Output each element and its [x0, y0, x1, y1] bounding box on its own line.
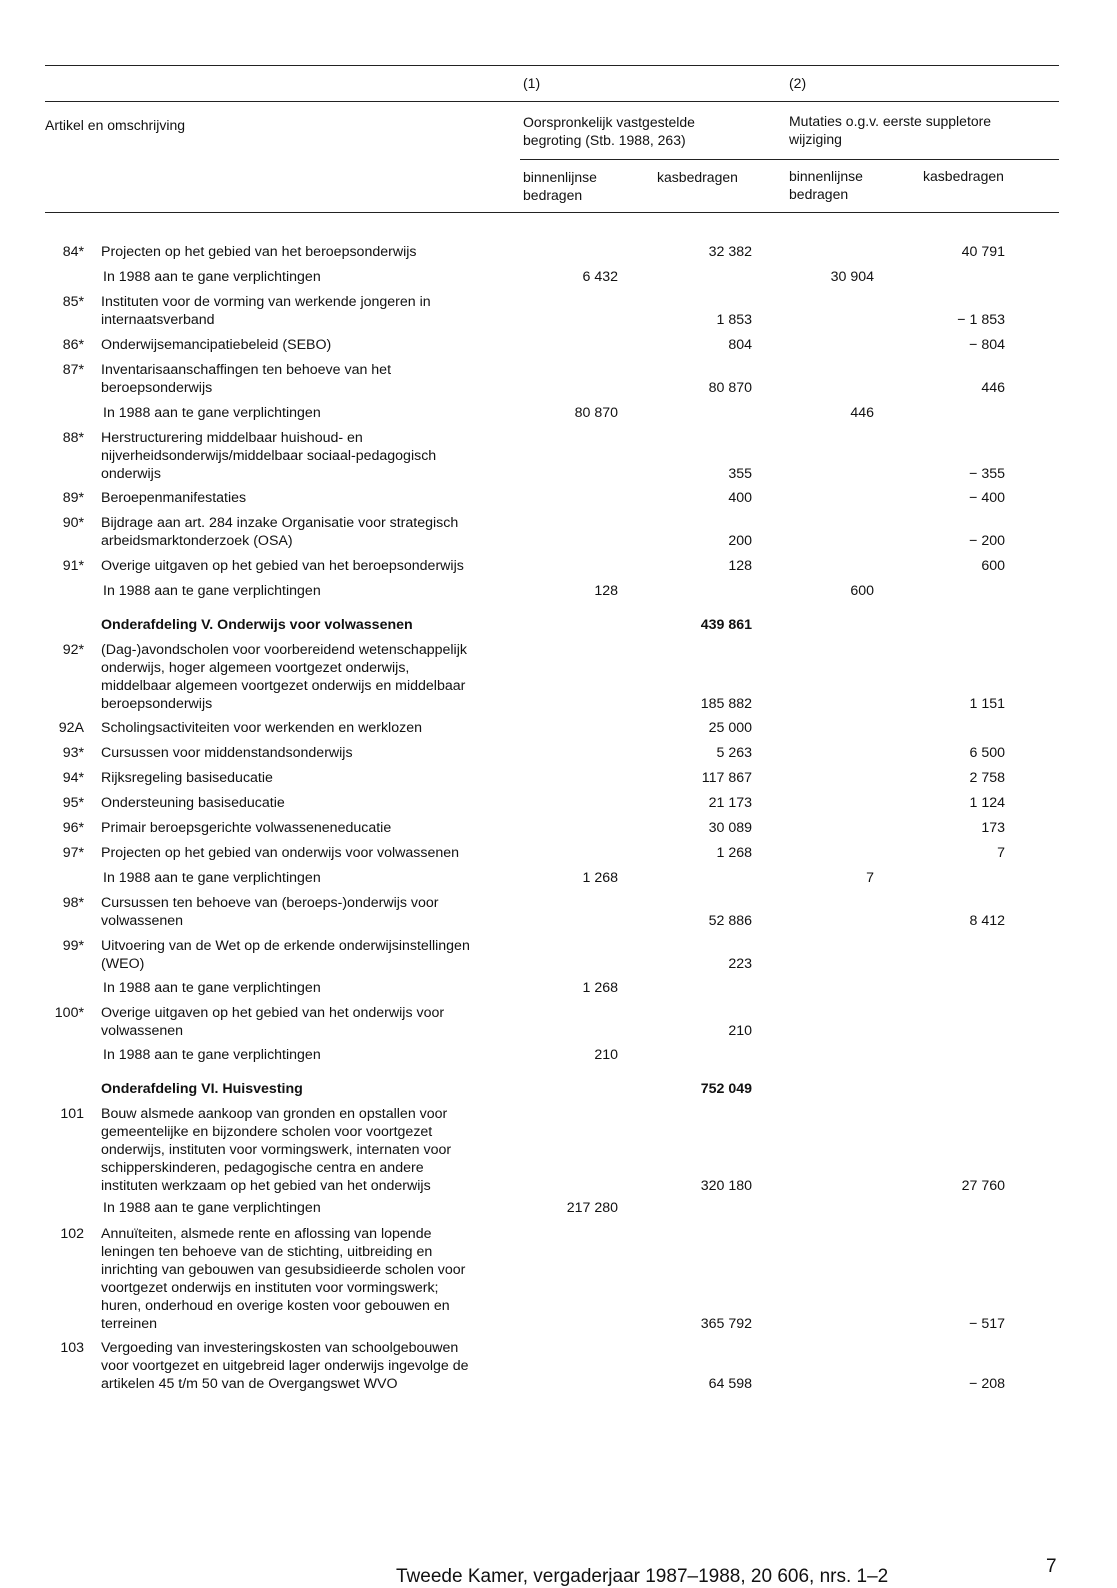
- orig-kas-value: 1 853: [716, 312, 752, 328]
- table-row: [0, 489, 1117, 507]
- mut-kas-value: − 400: [969, 490, 1005, 506]
- table-row: [0, 769, 1117, 787]
- table-row: [0, 243, 1117, 261]
- orig-kas-value: 752 049: [700, 1081, 752, 1097]
- table-row: [0, 1046, 1117, 1064]
- table-row: [0, 361, 1117, 397]
- col2-kas-label: kasbedragen: [923, 168, 1004, 184]
- mut-binnen-value: 600: [850, 583, 874, 599]
- commitment-label: In 1988 aan te gane verplichtingen: [103, 583, 321, 599]
- orig-kas-value: 128: [728, 558, 752, 574]
- mut-kas-value: 446: [981, 380, 1005, 396]
- article-description: Overige uitgaven op het gebied van het beroepsonderwijs: [101, 558, 464, 574]
- article-label: Artikel en omschrijving: [45, 117, 186, 133]
- article-number: 98*: [62, 895, 84, 911]
- page-footer: Tweede Kamer, vergaderjaar 1987–1988, 20 606, nrs. 1–2: [396, 1566, 889, 1587]
- article-description: Bouw alsmede aankoop van gronden en opstallen voor gemeentelijke en bijzondere scholen voor voortgezet onderwijs, instituten voor vormingswerk, internaten voor schipperskinderen, pedagogische centra en andere instituten werkzaam op het gebied van het onderwijs: [101, 1106, 452, 1194]
- article-description: Bijdrage aan art. 284 inzake Organisatie voor strategisch arbeidsmarktonderzoek (OSA): [101, 515, 459, 549]
- article-description: Vergoeding van investeringskosten van schoolgebouwen voor voortgezet en uitgebreid lager onderwijs ingevolge de artikelen 45 t/m 50 van de Overgangswet WVO: [101, 1340, 469, 1392]
- article-number: 86*: [62, 337, 84, 353]
- mut-binnen-value: 30 904: [830, 269, 874, 285]
- article-description: Ondersteuning basiseducatie: [101, 795, 285, 811]
- mut-kas-value: − 804: [969, 337, 1005, 353]
- table-row: [0, 937, 1117, 973]
- table-row: [0, 869, 1117, 887]
- article-description: (Dag-)avondscholen voor voorbereidend wetenschappelijk onderwijs, hoger algemeen voortgezet onderwijs, middelbaar algemeen voortgezet onderwijs en middelbaar beroepsonderwijs: [101, 642, 467, 712]
- orig-kas-value: 52 886: [708, 913, 752, 929]
- article-number: 102: [60, 1226, 84, 1242]
- orig-kas-value: 117 867: [701, 770, 752, 786]
- table-row: [0, 557, 1117, 575]
- article-description: Projecten op het gebied van het beroepsonderwijs: [101, 244, 417, 260]
- section-row: [0, 616, 1117, 634]
- article-number: 101: [60, 1106, 84, 1122]
- table-row: [0, 1105, 1117, 1195]
- article-number: 87*: [62, 362, 84, 378]
- orig-binnen-value: 128: [594, 583, 618, 599]
- table-row: [0, 641, 1117, 713]
- table-row: [0, 404, 1117, 422]
- orig-kas-value: 200: [728, 533, 752, 549]
- orig-binnen-value: 6 432: [582, 269, 618, 285]
- mut-kas-value: 173: [981, 820, 1005, 836]
- article-description: Inventarisaanschaffingen ten behoeve van het beroepsonderwijs: [101, 362, 392, 396]
- orig-kas-value: 1 268: [716, 845, 752, 861]
- article-description: Instituten voor de vorming van werkende jongeren in internaatsverband: [101, 294, 431, 328]
- table-row: [0, 719, 1117, 737]
- mut-kas-value: 1 124: [969, 795, 1005, 811]
- orig-kas-value: 365 792: [700, 1316, 752, 1332]
- commitment-label: In 1988 aan te gane verplichtingen: [103, 269, 321, 285]
- table-row: [0, 979, 1117, 997]
- orig-kas-value: 210: [728, 1023, 752, 1039]
- article-number: 97*: [62, 845, 84, 861]
- col2-title: Mutaties o.g.v. eerste suppletore wijziging: [789, 113, 992, 147]
- mut-kas-value: − 200: [969, 533, 1005, 549]
- table-row: [0, 819, 1117, 837]
- table-row: [0, 844, 1117, 862]
- col1-title: Oorspronkelijk vastgestelde begroting (Stb. 1988, 263): [523, 114, 695, 148]
- article-description: Cursussen voor middenstandsonderwijs: [101, 745, 353, 761]
- table-row: [0, 514, 1117, 550]
- article-number: 84*: [62, 244, 84, 260]
- article-description: Primair beroepsgerichte volwasseneneducatie: [101, 820, 392, 836]
- article-number: 91*: [62, 558, 84, 574]
- article-description: Beroepenmanifestaties: [101, 490, 247, 506]
- mut-binnen-value: 7: [866, 870, 874, 886]
- mut-kas-value: − 355: [969, 466, 1005, 482]
- mut-kas-value: 40 791: [961, 244, 1005, 260]
- orig-binnen-value: 210: [594, 1047, 618, 1063]
- orig-kas-value: 223: [728, 956, 752, 972]
- article-number: 93*: [62, 745, 84, 761]
- section-title: Onderafdeling V. Onderwijs voor volwassenen: [101, 617, 413, 633]
- orig-binnen-value: 80 870: [574, 405, 618, 421]
- article-description: Overige uitgaven op het gebied van het onderwijs voor volwassenen: [101, 1005, 445, 1039]
- commitment-label: In 1988 aan te gane verplichtingen: [103, 405, 321, 421]
- article-number: 92A: [58, 720, 84, 736]
- article-number: 88*: [62, 430, 84, 446]
- article-number: 85*: [62, 294, 84, 310]
- table-row: [0, 894, 1117, 930]
- orig-kas-value: 185 882: [700, 696, 752, 712]
- article-number: 89*: [62, 490, 84, 506]
- table-row: [0, 1004, 1117, 1040]
- orig-kas-value: 804: [728, 337, 752, 353]
- page-number: 7: [1046, 1556, 1057, 1577]
- table-row: [0, 293, 1117, 329]
- orig-kas-value: 5 263: [716, 745, 752, 761]
- orig-kas-value: 400: [728, 490, 752, 506]
- article-number: 95*: [62, 795, 84, 811]
- orig-kas-value: 25 000: [708, 720, 752, 736]
- article-number: 103: [60, 1340, 84, 1356]
- table-row: [0, 268, 1117, 286]
- col1-binnen-label: binnenlijnse bedragen: [523, 169, 597, 203]
- article-number: 94*: [62, 770, 84, 786]
- orig-kas-value: 355: [728, 466, 752, 482]
- table-row: [0, 582, 1117, 600]
- table-row: [0, 1339, 1117, 1393]
- article-description: Projecten op het gebied van onderwijs voor volwassenen: [101, 845, 460, 861]
- table-row: [0, 336, 1117, 354]
- mut-kas-value: 8 412: [969, 913, 1005, 929]
- article-description: Cursussen ten behoeve van (beroeps-)onderwijs voor volwassenen: [101, 895, 439, 929]
- article-number: 90*: [62, 515, 84, 531]
- article-number: 100*: [54, 1005, 84, 1021]
- article-number: 96*: [62, 820, 84, 836]
- col1-number: (1): [523, 75, 541, 91]
- mut-kas-value: 1 151: [969, 696, 1005, 712]
- mut-kas-value: − 517: [969, 1316, 1005, 1332]
- mut-kas-value: 2 758: [969, 770, 1005, 786]
- mut-kas-value: − 208: [969, 1376, 1005, 1392]
- mut-kas-value: 27 760: [961, 1178, 1005, 1194]
- article-description: Scholingsactiviteiten voor werkenden en werklozen: [101, 720, 422, 736]
- orig-kas-value: 32 382: [708, 244, 752, 260]
- orig-kas-value: 64 598: [708, 1376, 752, 1392]
- table-row: [0, 744, 1117, 762]
- col2-binnen-label: binnenlijnse bedragen: [789, 168, 863, 202]
- article-description: Rijksregeling basiseducatie: [101, 770, 273, 786]
- article-number: 99*: [62, 938, 84, 954]
- article-description: Uitvoering van de Wet op de erkende onderwijsinstellingen (WEO): [101, 938, 470, 972]
- col1-kas-label: kasbedragen: [657, 169, 738, 185]
- article-description: Herstructurering middelbaar huishoud- en nijverheidsonderwijs/middelbaar sociaal-pedagogisch onderwijs: [101, 430, 437, 482]
- mut-kas-value: 6 500: [969, 745, 1005, 761]
- orig-kas-value: 21 173: [708, 795, 752, 811]
- table-row: [0, 794, 1117, 812]
- table-row: [0, 429, 1117, 483]
- article-number: 92*: [62, 642, 84, 658]
- article-description: Onderwijsemancipatiebeleid (SEBO): [101, 337, 332, 353]
- orig-binnen-value: 217 280: [566, 1200, 618, 1216]
- commitment-label: In 1988 aan te gane verplichtingen: [103, 870, 321, 886]
- section-row: [0, 1080, 1117, 1098]
- mut-binnen-value: 446: [850, 405, 874, 421]
- orig-kas-value: 30 089: [708, 820, 752, 836]
- col2-number: (2): [789, 75, 807, 91]
- mut-kas-value: − 1 853: [957, 312, 1005, 328]
- commitment-label: In 1988 aan te gane verplichtingen: [103, 1047, 321, 1063]
- article-description: Annuïteiten, alsmede rente en aflossing van lopende leningen ten behoeve van de stichting, uitbreiding en inrichting van gebouwen van gesubsidieerde scholen voor voortgezet onderwijs en instituten voor vormingswerk; huren, onderhoud en overige kosten voor gebouwen en terreinen: [101, 1226, 466, 1332]
- mut-kas-value: 600: [981, 558, 1005, 574]
- commitment-label: In 1988 aan te gane verplichtingen: [103, 1200, 321, 1216]
- orig-binnen-value: 1 268: [582, 870, 618, 886]
- orig-kas-value: 80 870: [708, 380, 752, 396]
- orig-kas-value: 320 180: [700, 1178, 752, 1194]
- table-row: [0, 1199, 1117, 1217]
- section-title: Onderafdeling VI. Huisvesting: [101, 1081, 303, 1097]
- table-row: [0, 1225, 1117, 1333]
- commitment-label: In 1988 aan te gane verplichtingen: [103, 980, 321, 996]
- mut-kas-value: 7: [997, 845, 1005, 861]
- orig-binnen-value: 1 268: [582, 980, 618, 996]
- orig-kas-value: 439 861: [700, 617, 752, 633]
